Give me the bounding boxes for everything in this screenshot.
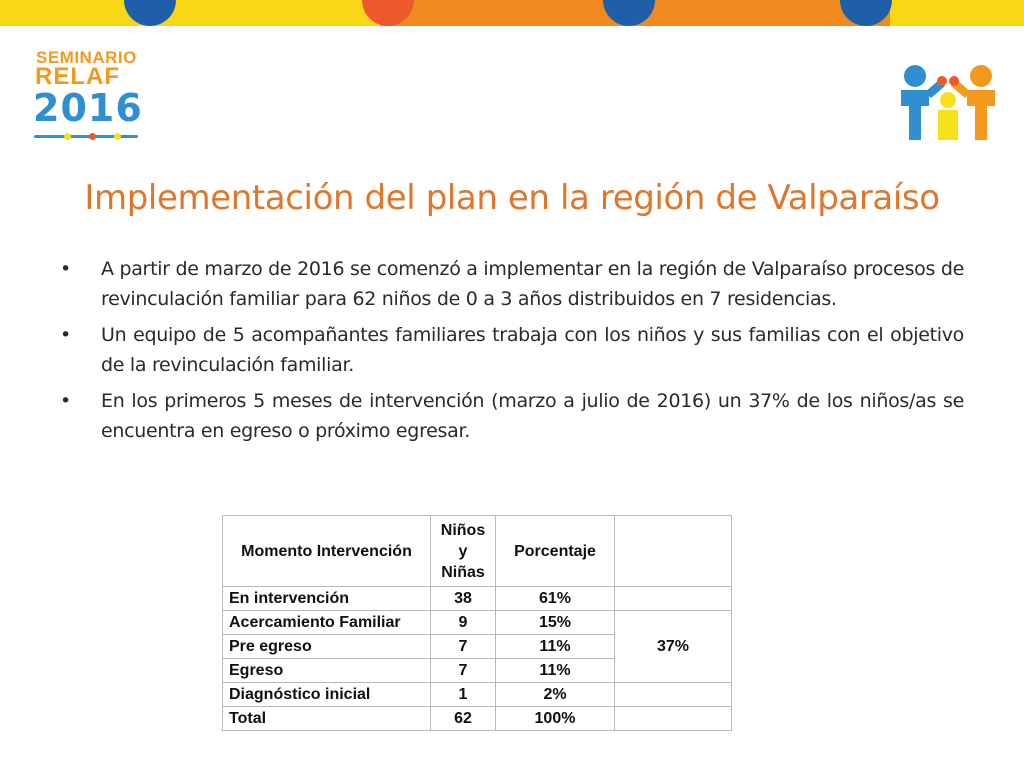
cell-extra-empty [615,587,732,611]
cell-extra-empty [615,683,732,707]
bullet-item [58,386,964,446]
cell-percent: 61% [496,587,615,611]
cell-percent: 100% [496,707,615,731]
top-decorative-band [0,0,1024,26]
cell-momento: Pre egreso [223,635,431,659]
cell-percent: 2% [496,683,615,707]
bullet-icon: • [60,324,71,346]
cell-percent: 15% [496,611,615,635]
band-yellow-right [890,0,1024,26]
cell-momento: Diagnóstico inicial [223,683,431,707]
logo-text-seminario: SEMINARIO [36,48,137,67]
cell-count: 62 [431,707,496,731]
cell-merged-percent: 37% [615,611,732,683]
family-icon [895,62,1001,144]
cell-count: 7 [431,659,496,683]
table-row [223,683,732,707]
header-momento: Momento Intervención [223,516,431,587]
bullet-text: A partir de marzo de 2016 se comenzó a implementar en la región de Valparaíso procesos de revinculación familiar para 62 niños de 0 a 3 años distribuidos en 7 residencias. [101,258,964,310]
bullet-item [58,254,964,314]
bullet-list [58,254,964,452]
table-header-row [223,516,732,587]
cell-momento: Egreso [223,659,431,683]
cell-momento: Acercamiento Familiar [223,611,431,635]
cell-percent: 11% [496,659,615,683]
logo-text-year: 2016 [33,86,143,130]
band-yellow-left [0,0,380,26]
seminario-relaf-logo [28,48,148,148]
cell-momento: En intervención [223,587,431,611]
header-extra [615,516,732,587]
slide-title: Implementación del plan en la región de Valparaíso [84,178,940,218]
bullet-item [58,320,964,380]
logo-dot-bar [34,132,138,140]
bullet-icon: • [60,258,71,280]
bullet-text: Un equipo de 5 acompañantes familiares trabaja con los niños y sus familias con el objetivo de la revinculación familiar. [101,324,964,376]
cell-extra-empty [615,707,732,731]
header-porcentaje: Porcentaje [496,516,615,587]
cell-count: 1 [431,683,496,707]
cell-momento: Total [223,707,431,731]
header-ninos: Niños y Niñas [431,516,496,587]
bullet-text: En los primeros 5 meses de intervención (marzo a julio de 2016) un 37% de los niños/as se encuentra en egreso o próximo egresar. [101,390,964,442]
intervention-table [222,515,732,731]
logo-text-relaf: RELAF [35,63,120,90]
table-row [223,611,732,635]
cell-count: 9 [431,611,496,635]
cell-count: 7 [431,635,496,659]
cell-count: 38 [431,587,496,611]
cell-percent: 11% [496,635,615,659]
table-row-total [223,707,732,731]
table-row [223,587,732,611]
bullet-icon: • [60,390,71,412]
